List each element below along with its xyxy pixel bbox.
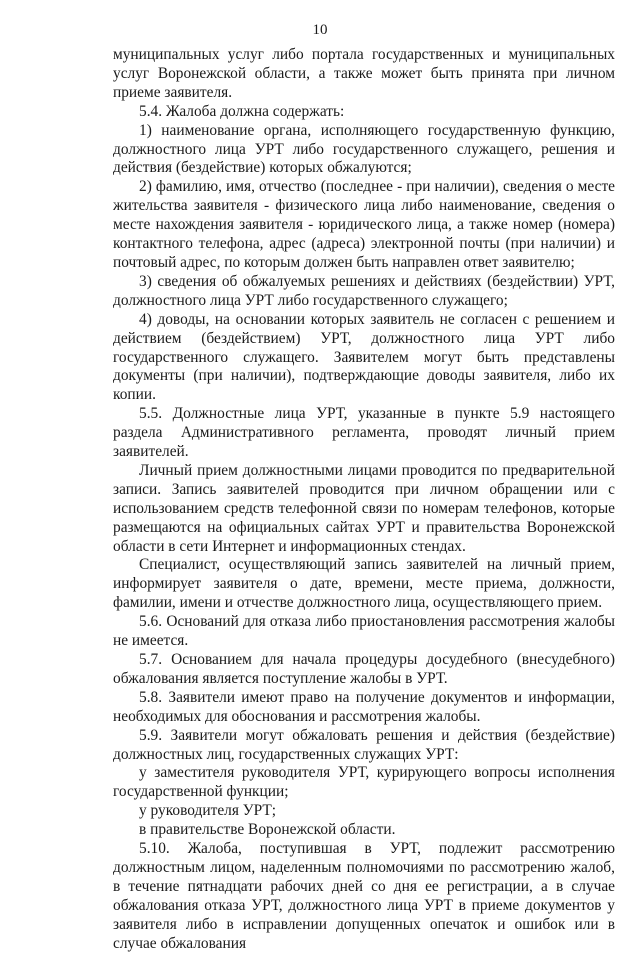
paragraph-5-9: 5.9. Заявители могут обжаловать решения и действия (бездействие) должностных лиц, государственных служащих УРТ:: [113, 726, 615, 763]
paragraph-5-7: 5.7. Основанием для начала процедуры досудебного (внесудебного) обжалования является поступление жалобы в УРТ.: [113, 651, 615, 687]
paragraph-5-4-item-1: 1) наименование органа, исполняющего государственную функцию, должностного лица УРТ либо государственного служащего, решения и действия (бездействие) которых обжалуются;: [113, 121, 615, 177]
paragraph-5-4-item-2: 2) фамилию, имя, отчество (последнее - при наличии), сведения о месте жительства заявителя - физического лица либо наименование, сведения о месте нахождения заявителя - юридического лица, а также номер (номера) контактного телефона, адрес (адреса) электронной почты (при наличии) и почтовый адрес, по которым должен быть направлен ответ заявителю;: [113, 178, 615, 271]
paragraph-5-10: 5.10. Жалоба, поступившая в УРТ, подлежит рассмотрению должностным лицом, наделенным полномочиями по рассмотрению жалоб, в течение пятнадцати рабочих дней со дня ее регистрации, а в случае обжалования отказа УРТ, должностного лица УРТ в приеме документов у заявителя либо в исправлении допущенных опечаток и ошибок или в случае обжалования: [113, 840, 615, 952]
page-number: 10: [312, 22, 328, 38]
paragraph-5-6: 5.6. Оснований для отказа либо приостановления рассмотрения жалобы не имеется.: [113, 613, 615, 650]
paragraph-5-9-item-government: в правительстве Воронежской области.: [139, 821, 396, 839]
paragraph-5-4-item-4: 4) доводы, на основании которых заявитель не согласен с решением и действием (бездействием) УРТ, должностного лица УРТ либо государственного служащего. Заявителем могут быть представлены документы (при наличии), подтверждающие доводы заявителя, либо их копии.: [113, 310, 615, 404]
paragraph-specialist: Специалист, осуществляющий запись заявителей на личный прием, информирует заявителя о дате, времени, месте приема, должности, фамилии, имени и отчестве должностного лица, осуществляющего прием.: [113, 556, 615, 612]
paragraph-5-4: 5.4. Жалоба должна содержать:: [139, 102, 345, 120]
paragraph-5-9-item-head: у руководителя УРТ;: [139, 802, 277, 820]
paragraph-5-4-item-3: 3) сведения об обжалуемых решениях и действиях (бездействии) УРТ, должностного лица УРТ либо государственного служащего;: [113, 272, 615, 309]
document-body: [113, 46, 615, 954]
paragraph-continuation: муниципальных услуг либо портала государственных и муниципальных услуг Воронежской области, а также может быть принята при личном приеме заявителя.: [113, 46, 615, 101]
paragraph-5-8: 5.8. Заявители имеют право на получение документов и информации, необходимых для обоснования и рассмотрения жалобы.: [113, 688, 615, 725]
paragraph-5-9-item-deputy: у заместителя руководителя УРТ, курирующего вопросы исполнения государственной функции;: [113, 764, 615, 801]
paragraph-5-5: 5.5. Должностные лица УРТ, указанные в пункте 5.9 настоящего раздела Административного регламента, проводят личный прием заявителей.: [113, 405, 615, 461]
paragraph-personal-reception: Личный прием должностными лицами проводится по предварительной записи. Запись заявителей проводится при личном обращении или с использованием средств телефонной связи по номерам телефонов, которые размещаются на официальных сайтах УРТ и правительства Воронежской области в сети Интернет и информационных стендах.: [113, 461, 615, 555]
